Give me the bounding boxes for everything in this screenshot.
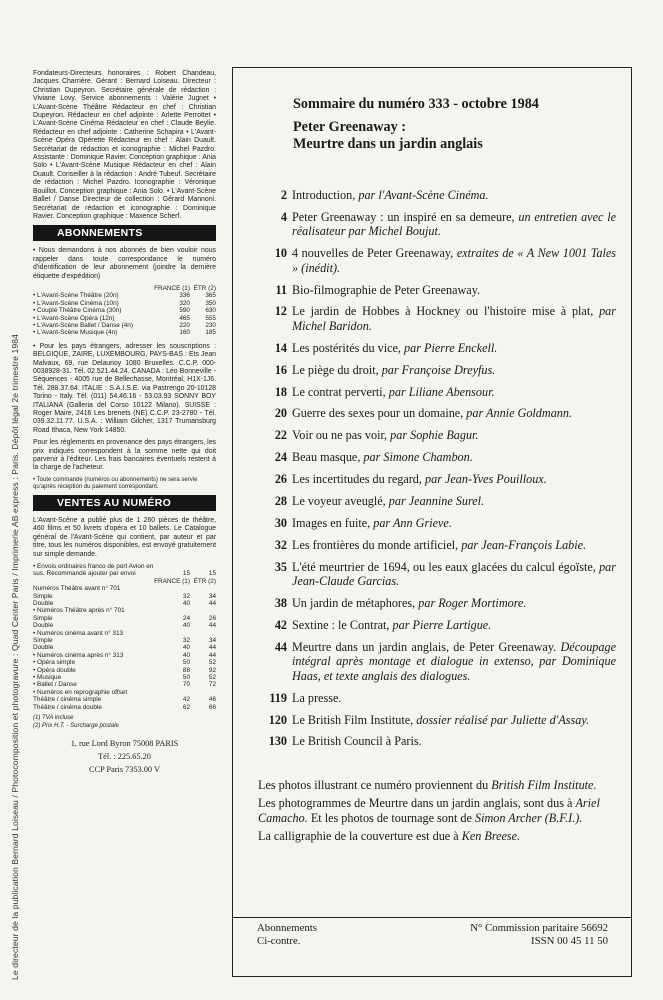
price-fr: 320 [179, 299, 190, 307]
price-fr: 336 [179, 292, 190, 300]
price-label: • L'Avant-Scène Théâtre (20n) [33, 292, 119, 300]
toc-author: par Simone Chambon. [363, 450, 473, 465]
price-fr: 40 [182, 599, 190, 607]
price-row [33, 585, 216, 592]
toc-entry [254, 713, 616, 727]
col-header-france: FRANCE (1) [154, 284, 190, 292]
price-fr: 88 [182, 666, 190, 674]
price-row [33, 644, 216, 651]
toc-author: par Jeannine Surel. [388, 494, 485, 509]
price-label: Théâtre / cinéma double [33, 703, 102, 711]
price-fr: 160 [179, 329, 190, 337]
price-row [33, 307, 216, 314]
price-etr: 72 [208, 681, 216, 689]
toc-entry [254, 560, 616, 589]
price-fr: 220 [179, 321, 190, 329]
price-etr: 44 [208, 622, 216, 630]
price-row [33, 674, 216, 681]
price-fr [154, 585, 190, 592]
toc-title: Le jardin de Hobbes à Hockney ou l'histoire mise à plat, par Michel Baridon. [292, 304, 616, 333]
toc-page-number: 22 [274, 428, 287, 443]
toc-author: Découpage intégral après montage et dialogue in extenso, par Dominique Haas, et texte anglais des dialogues. [292, 639, 616, 683]
toc-entry [254, 283, 616, 297]
price-etr: 44 [208, 651, 216, 659]
price-etr: 230 [205, 321, 216, 329]
toc-title: Le voyeur aveuglé, par Jeannine Surel. [292, 494, 485, 509]
price-row [33, 667, 216, 674]
toc-entry [254, 472, 616, 486]
price-label: • Opéra simple [33, 659, 76, 667]
toc-title: Images en fuite, par Ann Grieve. [292, 516, 452, 530]
col-header-etr: ÉTR (2) [193, 577, 216, 585]
table-of-contents [254, 188, 616, 756]
toc-page-number: 120 [268, 712, 287, 727]
price-label: • Ballet / Danse [33, 681, 77, 689]
price-etr: 46 [208, 696, 216, 704]
toc-page-number: 130 [268, 734, 287, 749]
toc-author: extraites de « A New 1001 Tales » (inédit). [292, 246, 617, 275]
price-label: • Musique [33, 674, 62, 681]
toc-entry [254, 734, 616, 748]
toc-entry [254, 406, 616, 420]
price-etr: 350 [205, 299, 216, 307]
ventes-price-table [33, 578, 216, 711]
abonnements-order-note: • Toute commande (numéros ou abonnements) ne sera servie qu'après réception du paiement correspondant. [33, 476, 198, 490]
toc-entry [254, 341, 616, 355]
toc-entry [254, 640, 616, 683]
toc-page-number: 38 [274, 596, 287, 611]
address-ccp: CCP Paris 7353.00 V [89, 764, 160, 774]
price-row [33, 292, 216, 299]
ventes-heading: VENTES AU NUMÉRO [33, 495, 216, 511]
toc-page-number: 35 [274, 559, 287, 574]
toc-title: Un jardin de métaphores, par Roger Mortimore. [292, 596, 527, 611]
price-fr: 32 [182, 636, 190, 644]
col-header-france: FRANCE (1) [154, 577, 190, 585]
toc-page-number: 30 [274, 516, 287, 530]
price-fr: 50 [182, 674, 190, 681]
price-fr [154, 630, 190, 637]
vertical-credit: Le directeur de la publication Bernard Loiseau / Photocomposition et photogravure : Quad Center Paris / Imprimerie AB express : Paris. Dépôt légal 2e trimestre 1984 [10, 334, 20, 980]
price-label: • Couplé Théâtre Cinéma (30n) [33, 307, 122, 315]
price-etr [190, 607, 216, 614]
ventes-intro: L'Avant-Scène a publié plus de 1 260 pièces de théâtre, 460 films et 50 livrets d'opéra et 10 ballets. Le Catalogue général de l'Avant-Scène qui contient, par auteur et par titre, tous les numéros disponibles, est envoyé gratuitement sur simple demande. [33, 516, 216, 558]
price-fr [154, 689, 190, 696]
publisher-address [33, 737, 216, 776]
issue-line: Sommaire du numéro 333 - octobre 1984 [293, 96, 539, 112]
toc-author: par Annie Goldmann. [466, 406, 573, 421]
price-fr: 590 [179, 307, 190, 315]
price-row [33, 300, 216, 307]
price-label: Double [33, 622, 54, 630]
toc-title: Beau masque, par Simone Chambon. [292, 450, 473, 465]
toc-entry [254, 450, 616, 464]
toc-author: par Pierre Enckell. [404, 340, 498, 355]
price-fr: 62 [182, 703, 190, 711]
footer-commission: N° Commission paritaire 56692 [470, 922, 608, 934]
toc-page-number: 20 [274, 406, 287, 421]
price-label: • Numéros Théâtre après n° 701 [33, 607, 125, 615]
toc-page-number: 119 [269, 690, 287, 705]
price-etr: 66 [208, 703, 216, 711]
price-fr: 24 [182, 614, 190, 622]
price-row [33, 607, 216, 614]
abonnements-heading: ABONNEMENTS [33, 225, 216, 241]
toc-author: par Françoise Dreyfus. [381, 362, 496, 377]
toc-page-number: 28 [274, 494, 287, 509]
price-etr: 185 [205, 329, 216, 337]
price-label: Numéros Théâtre avant n° 701 [33, 585, 121, 593]
toc-entry [254, 363, 616, 377]
price-label: Théâtre / cinéma simple [33, 696, 102, 704]
price-etr: 34 [208, 636, 216, 644]
toc-page-number: 18 [274, 384, 287, 399]
toc-page-number: 4 [280, 209, 287, 224]
price-label: • L'Avant-Scène Opéra (12n) [33, 314, 115, 322]
contents-header [293, 96, 613, 159]
toc-entry [254, 304, 616, 333]
toc-page-number: 44 [274, 639, 287, 654]
price-label: Double [33, 644, 54, 652]
toc-author: par Ann Grieve. [373, 516, 452, 530]
note-photogrammes: Les photogrammes de Meurtre dans un jardin anglais, sont dus à Ariel Camacho. Et les photos de tournage sont de Simon Archer (B.F.I.). [258, 796, 600, 825]
price-etr [190, 630, 216, 637]
toc-entry [254, 596, 616, 610]
toc-title: Introduction, par l'Avant-Scène Cinéma. [292, 188, 489, 202]
ventes-shipping-fr: 15 [182, 570, 190, 578]
issue-title-line-2: Meurtre dans un jardin anglais [293, 136, 483, 152]
address-tel: Tél. : 225.65.20 [98, 751, 151, 761]
toc-author: par Pierre Lartigue. [392, 618, 492, 633]
toc-title: Les frontières du monde artificiel, par Jean-François Labie. [292, 537, 587, 552]
toc-author: par Jean-François Labie. [461, 537, 587, 552]
price-row [33, 637, 216, 644]
price-etr: 365 [205, 292, 216, 300]
price-row [33, 315, 216, 322]
price-row [33, 652, 216, 659]
price-fr: 32 [182, 592, 190, 600]
price-fr: 40 [182, 651, 190, 659]
ventes-shipping: • Envois ordinaires franco de port Avion en sus. Recommandé ajouter par envoi [33, 562, 154, 578]
abonnements-intro: • Nous demandons à nos abonnés de bien vouloir nous rappeler dans toute correspondance le numéro d'identification de leur abonnement (joindre la dernière étiquette d'expédition) [33, 247, 216, 280]
abonnements-payment: Pour les règlements en provenance des pays étrangers, les prix indiqués correspondent à la somme nette qui doit parvenir à l'éditeur. Les frais bancaires éventuels restent à la charge de l'acheteur. [33, 439, 216, 472]
price-row [33, 659, 216, 666]
price-fr [154, 607, 190, 614]
price-row [33, 622, 216, 629]
price-fr: 42 [182, 696, 190, 704]
toc-title: Les incertitudes du regard, par Jean-Yves Pouilloux. [292, 472, 547, 487]
ventes-shipping-etr: 15 [208, 570, 216, 578]
toc-title: Le British Council à Paris. [292, 734, 422, 749]
price-label: Simple [33, 592, 53, 600]
abonnements-price-table [33, 285, 216, 337]
price-etr: 92 [208, 666, 216, 674]
price-row [33, 681, 216, 688]
credits-notes [258, 778, 613, 848]
price-row [33, 689, 216, 696]
toc-title: Le piège du droit, par Françoise Dreyfus. [292, 362, 496, 377]
price-etr [190, 689, 216, 696]
price-label: • Numéros cinéma avant n° 313 [33, 629, 124, 637]
toc-page-number: 26 [274, 472, 287, 487]
toc-title: Le British Film Institute, dossier réalisé par Juliette d'Assay. [292, 712, 590, 727]
toc-title: Guerre des sexes pour un domaine, par Annie Goldmann. [292, 406, 573, 421]
toc-entry [254, 691, 616, 705]
toc-author: par Michel Baridon. [292, 304, 616, 333]
toc-title: Les postérités du vice, par Pierre Enckell. [292, 340, 498, 355]
toc-author: par Roger Mortimore. [418, 596, 527, 611]
price-label: • L'Avant-Scène Musique (4n) [33, 329, 118, 337]
toc-title: Sextine : le Contrat, par Pierre Lartigue. [292, 618, 492, 633]
toc-author: par Jean-Claude Garcias. [292, 559, 616, 589]
toc-entry [254, 516, 616, 530]
toc-page-number: 10 [274, 246, 287, 261]
price-row [33, 593, 216, 600]
toc-entry [254, 428, 616, 442]
price-etr: 52 [208, 659, 216, 667]
footer-ci-contre: Ci-contre. [257, 934, 301, 947]
footer-right [470, 922, 608, 947]
toc-author: par Jean-Yves Pouilloux. [425, 472, 547, 487]
ventes-shipping-table [33, 563, 216, 578]
toc-page-number: 14 [274, 340, 287, 355]
footer-left [257, 922, 317, 947]
price-etr [190, 585, 216, 592]
sidebar [33, 70, 216, 776]
price-row [33, 630, 216, 637]
price-label: • L'Avant-Scène Ballet / Danse (4n) [33, 321, 133, 329]
footer [232, 917, 632, 947]
toc-author: dossier réalisé par Juliette d'Assay. [416, 712, 590, 727]
price-row [33, 696, 216, 703]
toc-entry [254, 618, 616, 632]
price-label: • L'Avant-Scène Cinéma (10n) [33, 299, 119, 307]
col-header-etr: ÉTR (2) [193, 284, 216, 292]
price-row [33, 322, 216, 329]
vertical-credit-strip [8, 70, 24, 990]
price-etr: 26 [208, 614, 216, 622]
price-label: • Numéros cinéma après n° 313 [33, 651, 124, 659]
toc-title: Voir ou ne pas voir, par Sophie Bagur. [292, 428, 479, 443]
price-fr: 40 [182, 622, 190, 630]
address-street: 1, rue Lord Byron 75008 PARIS [70, 738, 179, 748]
price-label: • Numéros en reprographie offset [33, 688, 128, 696]
price-row [33, 615, 216, 622]
toc-entry [254, 494, 616, 508]
price-label: • Opéra double [33, 666, 76, 674]
toc-title: Peter Greenaway : un inspiré en sa demeure, un entretien avec le réalisateur par Michel Boujut. [292, 209, 617, 239]
note-calligraphie: La calligraphie de la couverture est due à Ken Breese. [258, 829, 521, 844]
toc-page-number: 12 [274, 304, 287, 319]
toc-author: un entretien avec le réalisateur par Michel Boujut. [292, 209, 617, 239]
price-etr: 52 [208, 674, 216, 681]
footer-issn: ISSN 00 45 11 50 [531, 934, 608, 947]
toc-author: par Liliane Abensour. [388, 384, 495, 399]
price-fr: 40 [182, 644, 190, 652]
note-photos: Les photos illustrant ce numéro proviennent du British Film Institute. [258, 778, 597, 792]
toc-title: Le contrat perverti, par Liliane Abensour. [292, 384, 495, 399]
toc-entry [254, 188, 616, 202]
toc-title: 4 nouvelles de Peter Greenaway, extraites de « A New 1001 Tales » (inédit). [292, 246, 617, 275]
footer-abonnements: Abonnements [257, 922, 317, 934]
price-etr: 555 [205, 314, 216, 322]
toc-page-number: 16 [274, 362, 287, 377]
price-etr: 44 [208, 644, 216, 652]
price-etr: 34 [208, 592, 216, 600]
masthead: Fondateurs-Directeurs honoraires : Robert Chandeau, Jacques Charrière. Gérant : Bernard Loiseau. Directeur : Christian Dupeyron. Secrétaire générale de rédaction : Viviane Lovy. Service abonnements : Valérie Jugnet • L'Avant-Scène Théâtre Rédacteur en chef : Christian Dupeyron. Rédacteur en chef adjointe : Arlette Perrottet • L'Avant-Scène Cinéma Rédacteur en chef : Claude Beylie. Rédacteur en chef adjointe : Catherine Schapira • L'Avant-Scène Opéra Opérette Rédacteur en chef : Alain Duault. Secrétariat de rédaction et iconographie : Michel Pazdro. Assistante : Dominique Ravier. Conception graphique : Ania Solo • L'Avant-Scène Musique Rédacteur en chef : Alain Duault. Conseiller à la rédaction : André Tubeuf. Secrétaire de rédaction : Michel Pazdro. Iconographie : Véronique Bouillot. Conception graphique : Ania Solo. • L'Avant-Scène Ballet / Danse Directeur de collection : Gérard Mannoni. Secrétariat de rédaction et iconographie : Dominique Ravier. Conception graphique : Maxence Scherf. [33, 70, 216, 220]
toc-page-number: 24 [274, 450, 287, 465]
price-label: Simple [33, 636, 53, 644]
price-fr: 70 [182, 681, 190, 689]
toc-page-number: 32 [274, 537, 287, 552]
price-label: Simple [33, 614, 53, 622]
price-label: Double [33, 599, 54, 607]
abonnements-foreign: • Pour les pays étrangers, adresser les souscriptions : BELGIQUE, ZAIRE, LUXEMBOURG, PAYS-BAS : Ets Jean Malvaux, 69, rue Delaunoy 1080 Bruxelles. C.C.P. 000-0038928-31. Tél. 02.521.44.24. CANADA : Léo Bonneville - Séquences - 4005 rue de Bellechasse, Montréal, H1X-1J6. Tél. 288.37.64. ITALIE : S.A.I.S.E. via Pastrengo 20-10128 Torino - Italy. Tél. (011) 54.46.16 - 53.03.93 SONNY BOY ITALIANA (Galleria del Corso 10122 Milano). SUISSE : Roger Maire, 2416 Les brenets (NE) C.C.P. 23-2780 - Tél. 039.32.11.77. U.S.A. : William Gilcher, 1317 Trumansburg Road Ithaca, New York 14850. [33, 342, 216, 434]
toc-title: Meurtre dans un jardin anglais, de Peter Greenaway. Découpage intégral après montage et dialogue in extenso, par Dominique Haas, et texte anglais des dialogues. [292, 639, 616, 683]
toc-author: par l'Avant-Scène Cinéma. [358, 188, 489, 202]
price-fr: 50 [182, 659, 190, 667]
toc-entry [254, 246, 616, 275]
toc-entry [254, 538, 616, 552]
ventes-note-1: (1) TVA incluse [33, 715, 74, 722]
issue-title-line-1: Peter Greenaway : [293, 118, 406, 135]
toc-title: La presse. [292, 690, 342, 705]
price-etr: 44 [208, 599, 216, 607]
toc-title: Bio-filmographie de Peter Greenaway. [292, 282, 481, 297]
toc-entry [254, 210, 616, 239]
price-etr: 630 [205, 307, 216, 315]
price-row [33, 329, 216, 336]
price-row [33, 704, 216, 711]
toc-page-number: 2 [280, 188, 287, 202]
toc-author: par Sophie Bagur. [390, 428, 479, 443]
toc-entry [254, 385, 616, 399]
toc-page-number: 11 [275, 282, 287, 297]
toc-page-number: 42 [274, 618, 287, 633]
ventes-note-2: (2) Prix H.T. - Surcharge postale [33, 723, 119, 730]
issue-title [293, 119, 613, 154]
price-fr: 465 [179, 314, 190, 322]
toc-title: L'été meurtrier de 1694, ou les eaux glacées du calcul égoïste, par Jean-Claude Garcias. [292, 559, 616, 589]
